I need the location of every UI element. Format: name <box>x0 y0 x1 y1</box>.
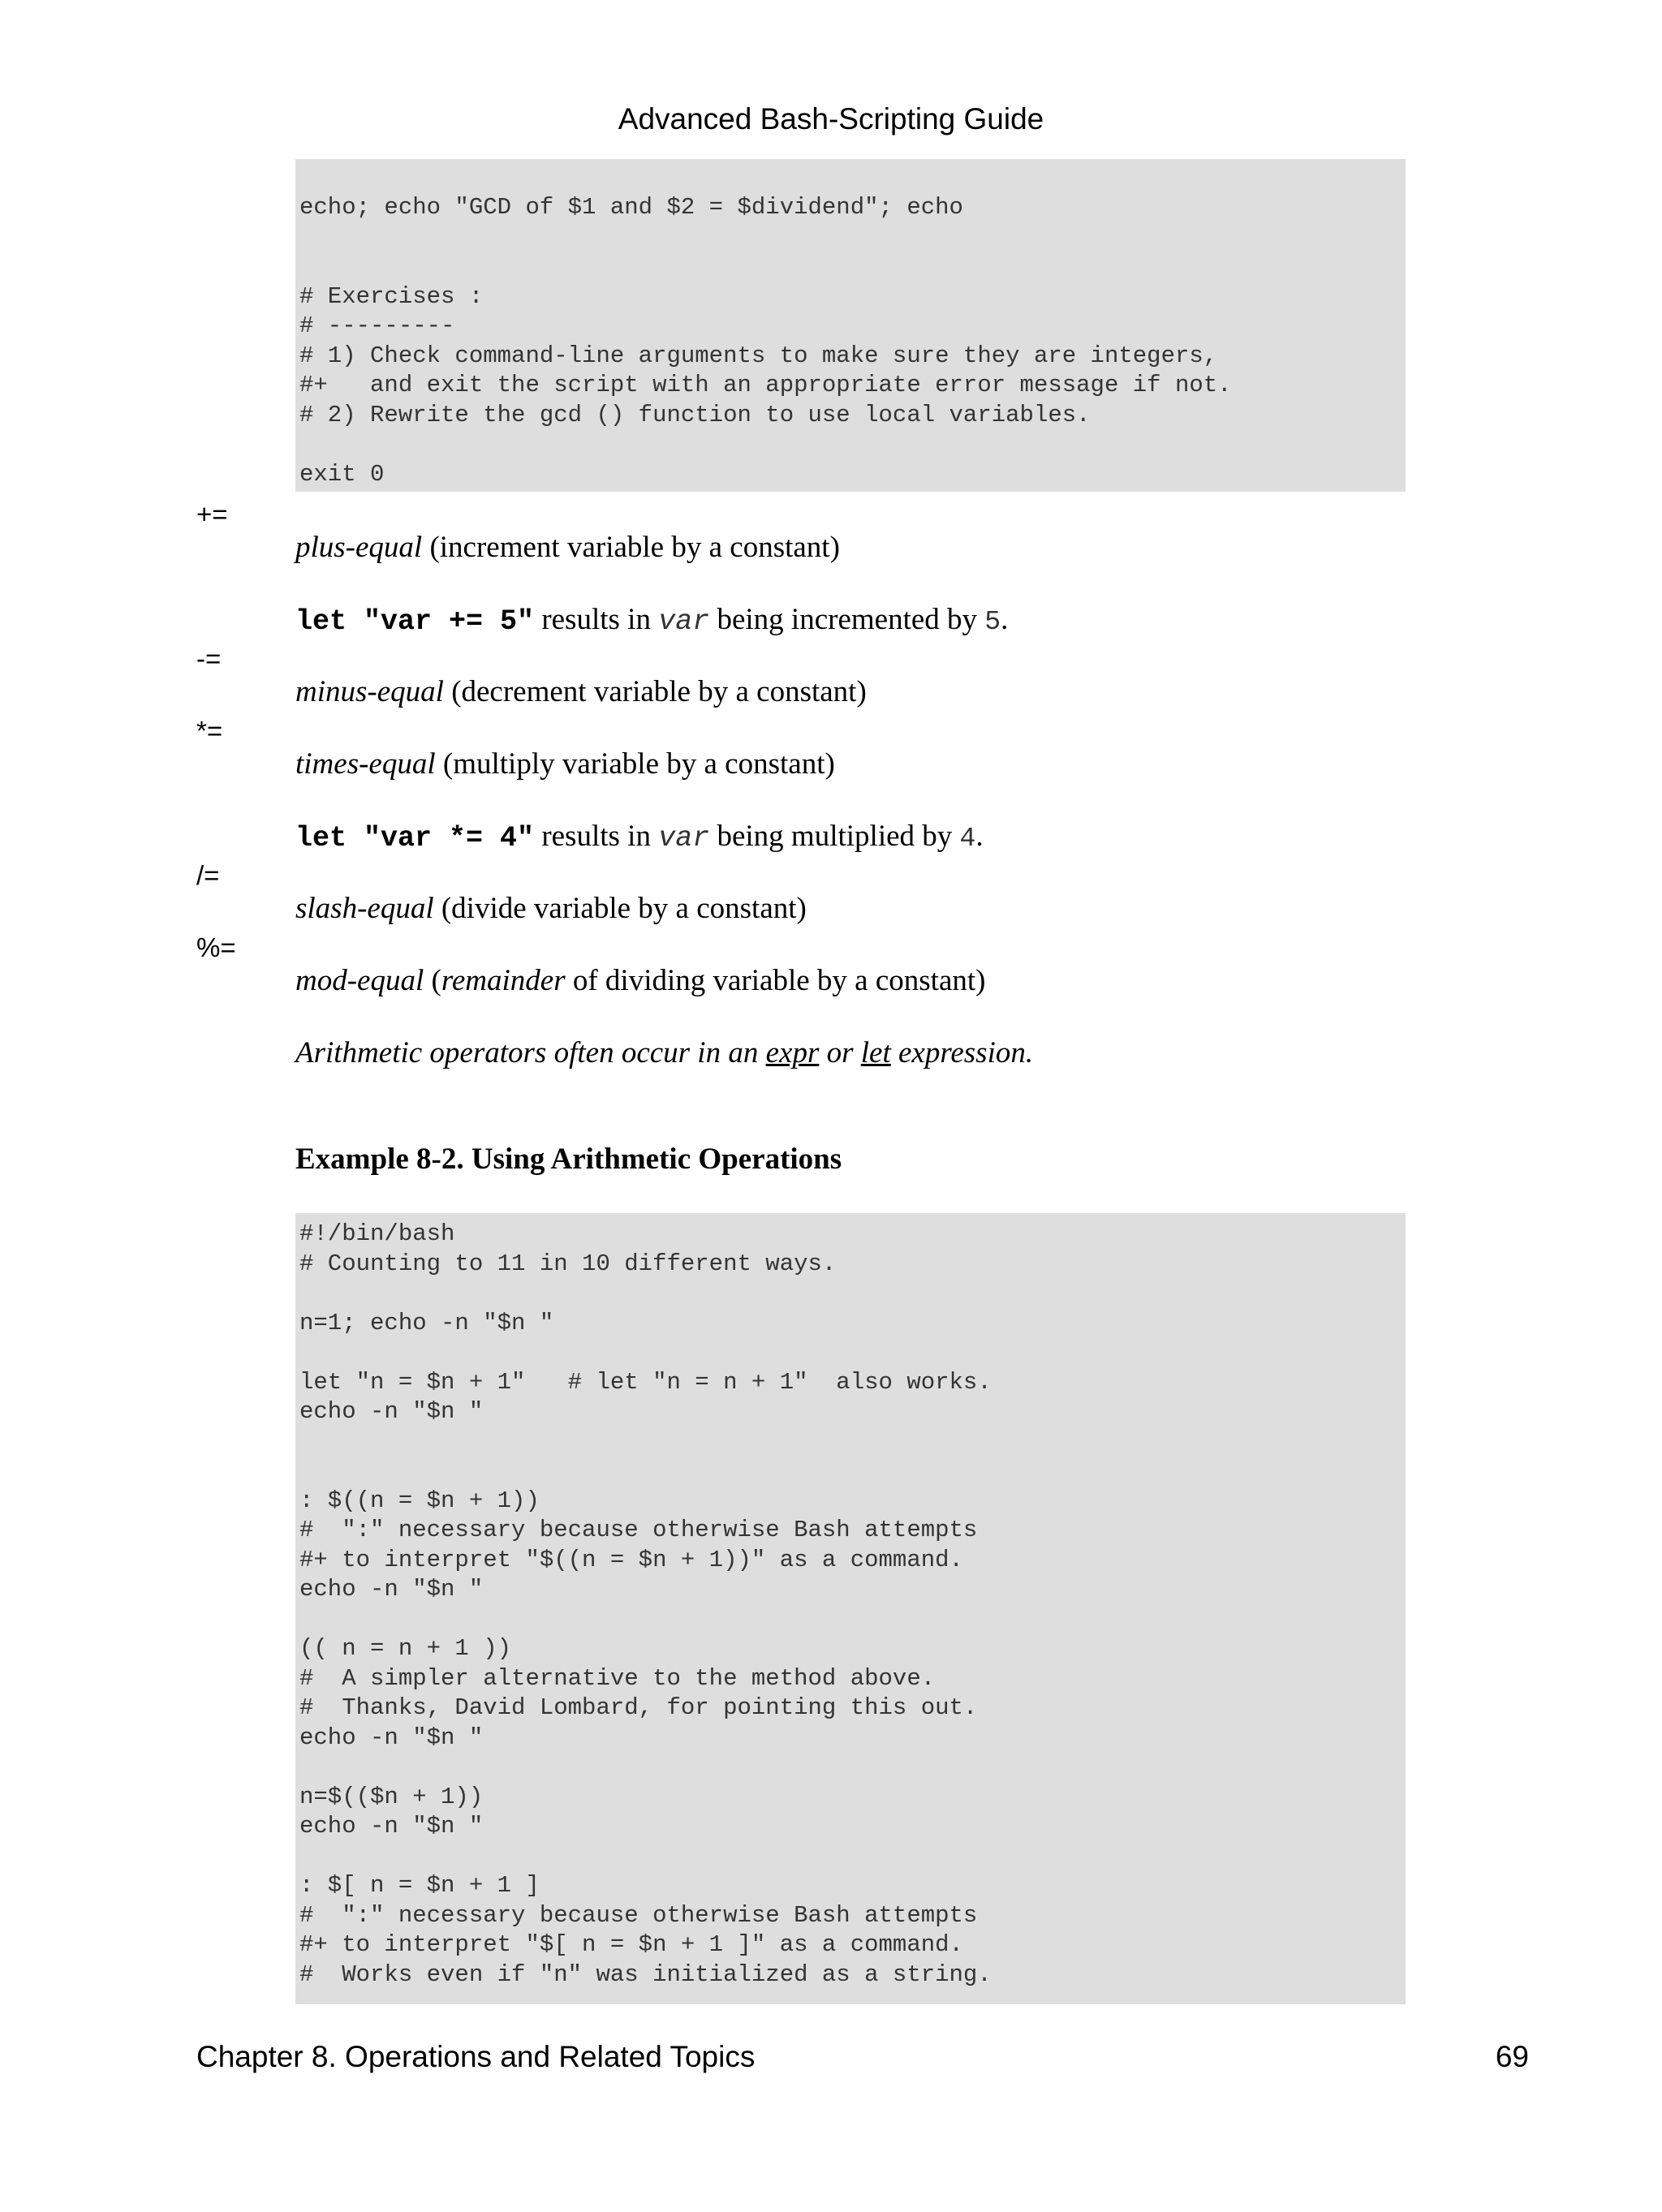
operator-desc-mod-equal: of dividing variable by a constant) <box>565 964 986 997</box>
example-text-6: . <box>975 820 984 853</box>
operator-name-times-equal: times-equal <box>295 747 436 781</box>
term-plus-equal: += <box>196 499 228 529</box>
example-title: Example 8-2. Using Arithmetic Operations <box>295 1143 842 1176</box>
term-slash-equal: /= <box>196 860 220 890</box>
operator-desc-times-equal: (multiply variable by a constant) <box>435 747 835 781</box>
note-text-after: expression. <box>890 1036 1034 1069</box>
definition-mod-equal <box>295 962 985 1000</box>
note-text-before: Arithmetic operators often occur in an <box>295 1036 766 1069</box>
operator-name-plus-equal: plus-equal <box>295 531 423 564</box>
example-plus-equal <box>295 601 1008 641</box>
note-text-middle: or <box>819 1036 861 1069</box>
code-block-gcd-end: echo; echo "GCD of $1 and $2 = $dividend"; echo # Exercises : # --------- # 1) Check command-line arguments to make sure they are integers, #+ and exit the script with an appropriate error message if not. # 2) Rewrite the gcd () function to use local variables. exit 0 <box>295 159 1406 492</box>
operator-desc-minus-equal: (decrement variable by a constant) <box>443 675 867 708</box>
definition-slash-equal <box>295 890 807 927</box>
example-times-equal <box>295 818 984 858</box>
term-times-equal: *= <box>196 716 223 746</box>
example-text-4: results in <box>534 820 659 853</box>
page-header-title: Advanced Bash-Scripting Guide <box>618 102 1044 136</box>
example-var-times-equal: var <box>658 822 710 854</box>
footer-page-number: 69 <box>1495 2040 1529 2073</box>
definition-plus-equal <box>295 529 840 566</box>
example-value-times-equal: 4 <box>959 824 976 854</box>
link-expr[interactable]: expr <box>765 1036 820 1069</box>
footer-chapter: Chapter 8. Operations and Related Topics <box>196 2040 756 2073</box>
arithmetic-note <box>295 1035 1033 1072</box>
example-text-1: results in <box>534 603 659 636</box>
operator-name-slash-equal: slash-equal <box>295 892 434 925</box>
operator-desc-plus-equal: (increment variable by a constant) <box>422 531 840 564</box>
example-code-times-equal: let "var *= 4" <box>295 822 535 854</box>
operator-name-minus-equal: minus-equal <box>295 675 444 708</box>
operator-desc-slash-equal: (divide variable by a constant) <box>433 892 807 925</box>
link-let[interactable]: let <box>860 1036 891 1069</box>
example-value-plus-equal: 5 <box>984 607 1001 637</box>
example-code-plus-equal: let "var += 5" <box>295 605 535 638</box>
example-text-5: being multiplied by <box>709 820 960 853</box>
term-mod-equal: %= <box>196 932 236 962</box>
example-var-plus-equal: var <box>658 605 710 638</box>
term-minus-equal: -= <box>196 643 222 673</box>
example-text-3: . <box>1001 603 1009 636</box>
operator-name-mod-equal: mod-equal <box>295 964 424 997</box>
code-block-arith-ops: #!/bin/bash # Counting to 11 in 10 different ways. n=1; echo -n "$n " let "n = $n + 1" # let "n = n + 1" also works. echo -n "$n " : $((n = $n + 1)) # ":" necessary because otherwise Bash attempts #+ to interpret "$((n = $n + 1))" as a command. echo -n "$n " (( n = n + 1 )) # A simpler alternative to the method above. # Thanks, David Lombard, for pointing this out. echo -n "$n " n=$(($n + 1)) echo -n "$n " : $[ n = $n + 1 ] # ":" necessary because otherwise Bash attempts #+ to interpret "$[ n = $n + 1 ]" as a command. # Works even if "n" was initialized as a string. <box>295 1213 1406 2004</box>
operator-open-paren: ( <box>424 964 441 997</box>
operator-remainder-word: remainder <box>441 964 566 997</box>
definition-minus-equal <box>295 673 867 711</box>
definition-times-equal <box>295 746 835 783</box>
example-text-2: being incremented by <box>709 603 985 636</box>
